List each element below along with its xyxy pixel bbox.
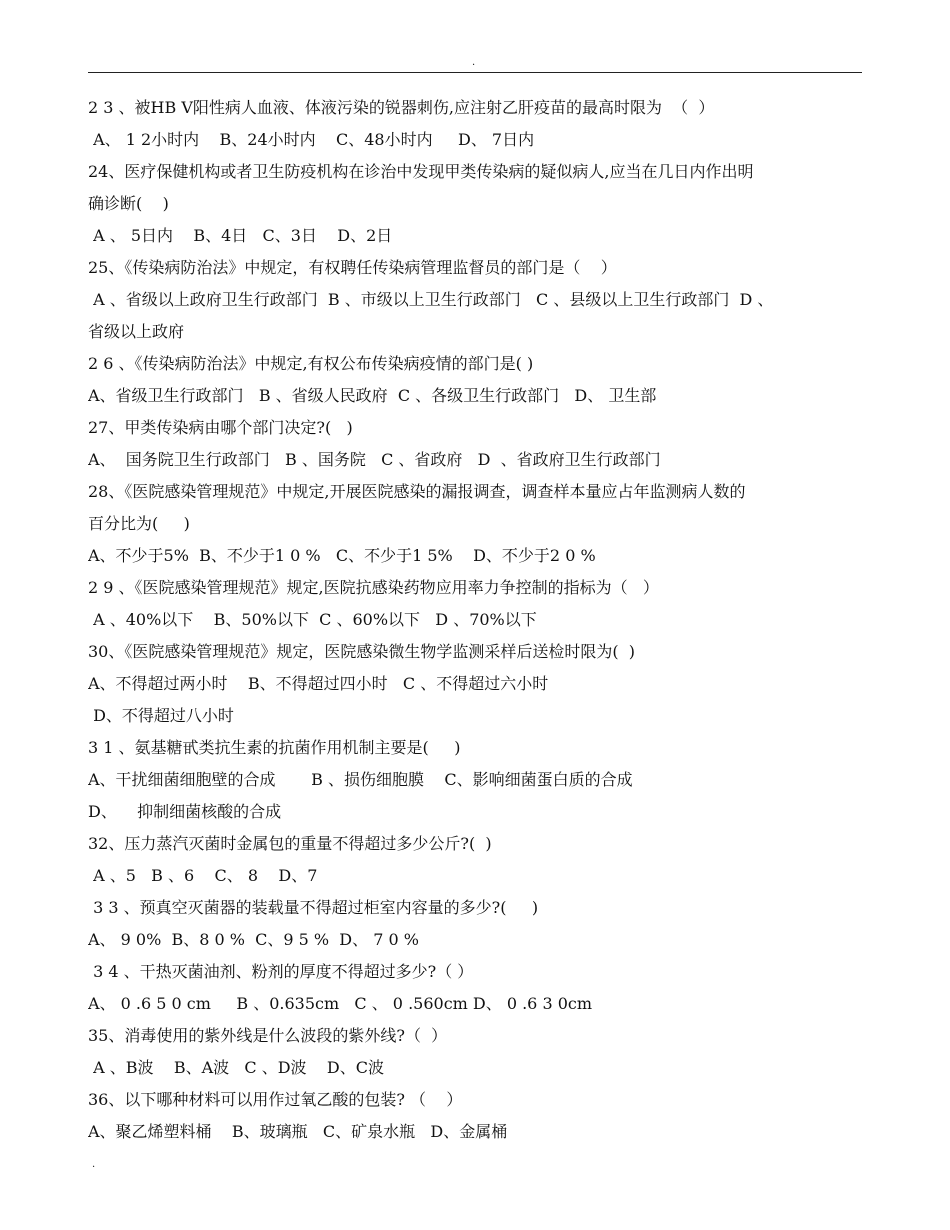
text-line: 25、《传染病防治法》中规定，有权聘任传染病管理监督员的部门是（ ） <box>88 258 617 277</box>
text-line: 35、消毒使用的紫外线是什么波段的紫外线?（ ） <box>88 1026 448 1045</box>
text-line: A 、B波 B、A波 C 、D波 D、C波 <box>88 1058 384 1077</box>
text-line: A、 国务院卫生行政部门 B 、国务院 C 、省政府 D 、省政府卫生行政部门 <box>88 450 661 469</box>
text-line: A、 0 .6 5 0 cm B 、0.635cm C 、 0 .560cm D、 0 .6 3 0cm <box>88 994 593 1013</box>
text-line: 27、甲类传染病由哪个部门决定?( ) <box>88 418 353 437</box>
text-line: 30、《医院感染管理规范》规定，医院感染微生物学监测采样后送检时限为( ) <box>88 642 636 661</box>
text-line: 百分比为( ) <box>88 514 190 533</box>
text-line: 3 4 、干热灭菌油剂、粉剂的厚度不得超过多少?（ ） <box>88 962 474 981</box>
text-line: 32、压力蒸汽灭菌时金属包的重量不得超过多少公斤?( ) <box>88 834 492 853</box>
text-line: A、不得超过两小时 B、不得超过四小时 C 、不得超过六小时 <box>88 674 549 693</box>
header-mark: . <box>472 57 476 68</box>
question-list <box>88 92 878 1148</box>
text-line: 2 9 、《医院感染管理规范》规定,医院抗感染药物应用率力争控制的指标为（ ） <box>88 578 659 597</box>
text-line: 省级以上政府 <box>88 322 185 341</box>
text-line: A、省级卫生行政部门 B 、省级人民政府 C 、各级卫生行政部门 D、 卫生部 <box>88 386 657 405</box>
text-line: A、不少于5% B、不少于1 0 % C、不少于1 5% D、不少于2 0 % <box>88 546 596 565</box>
text-line: 36、以下哪种材料可以用作过氧乙酸的包装? （ ） <box>88 1090 463 1109</box>
text-line: A、 1 2小时内 B、24小时内 C、48小时内 D、 7日内 <box>88 130 535 149</box>
text-line: 28、《医院感染管理规范》中规定,开展医院感染的漏报调查，调查样本量应占年监测病人数的 <box>88 482 746 501</box>
text-line: D、不得超过八小时 <box>88 706 234 725</box>
header-rule <box>88 72 862 73</box>
text-line: 2 6 、《传染病防治法》中规定,有权公布传染病疫情的部门是( ) <box>88 354 534 373</box>
text-line: D、 抑制细菌核酸的合成 <box>88 802 282 821</box>
text-line: 24、医疗保健机构或者卫生防疫机构在诊治中发现甲类传染病的疑似病人,应当在几日内作出明 <box>88 162 754 181</box>
text-line: 3 3 、预真空灭菌器的装载量不得超过柜室内容量的多少?( ) <box>88 898 539 917</box>
text-line: A、干扰细菌细胞壁的合成 B 、损伤细胞膜 C、影响细菌蛋白质的合成 <box>88 770 633 789</box>
text-line: A、 9 0% B、8 0 % C、9 5 % D、 7 0 % <box>88 930 419 949</box>
text-line: A 、40%以下 B、50%以下 C 、60%以下 D 、70%以下 <box>88 610 537 629</box>
footer-mark: . <box>92 1159 96 1170</box>
text-line: 3 1 、氨基糖甙类抗生素的抗菌作用机制主要是( ) <box>88 738 461 757</box>
text-line: A 、省级以上政府卫生行政部门 B 、市级以上卫生行政部门 C 、县级以上卫生行政部门 D 、 <box>88 290 774 309</box>
text-line: 确诊断( ) <box>88 194 169 213</box>
text-line: A 、 5日内 B、4日 C、3日 D、2日 <box>88 226 393 245</box>
text-line: 2 3 、被HB V阳性病人血液、体液污染的锐器刺伤,应注射乙肝疫苗的最高时限为 （ ） <box>88 98 715 117</box>
text-line: A、聚乙烯塑料桶 B、玻璃瓶 C、矿泉水瓶 D、金属桶 <box>88 1122 508 1141</box>
text-line: A 、5 B 、6 C、 8 D、7 <box>88 866 318 885</box>
